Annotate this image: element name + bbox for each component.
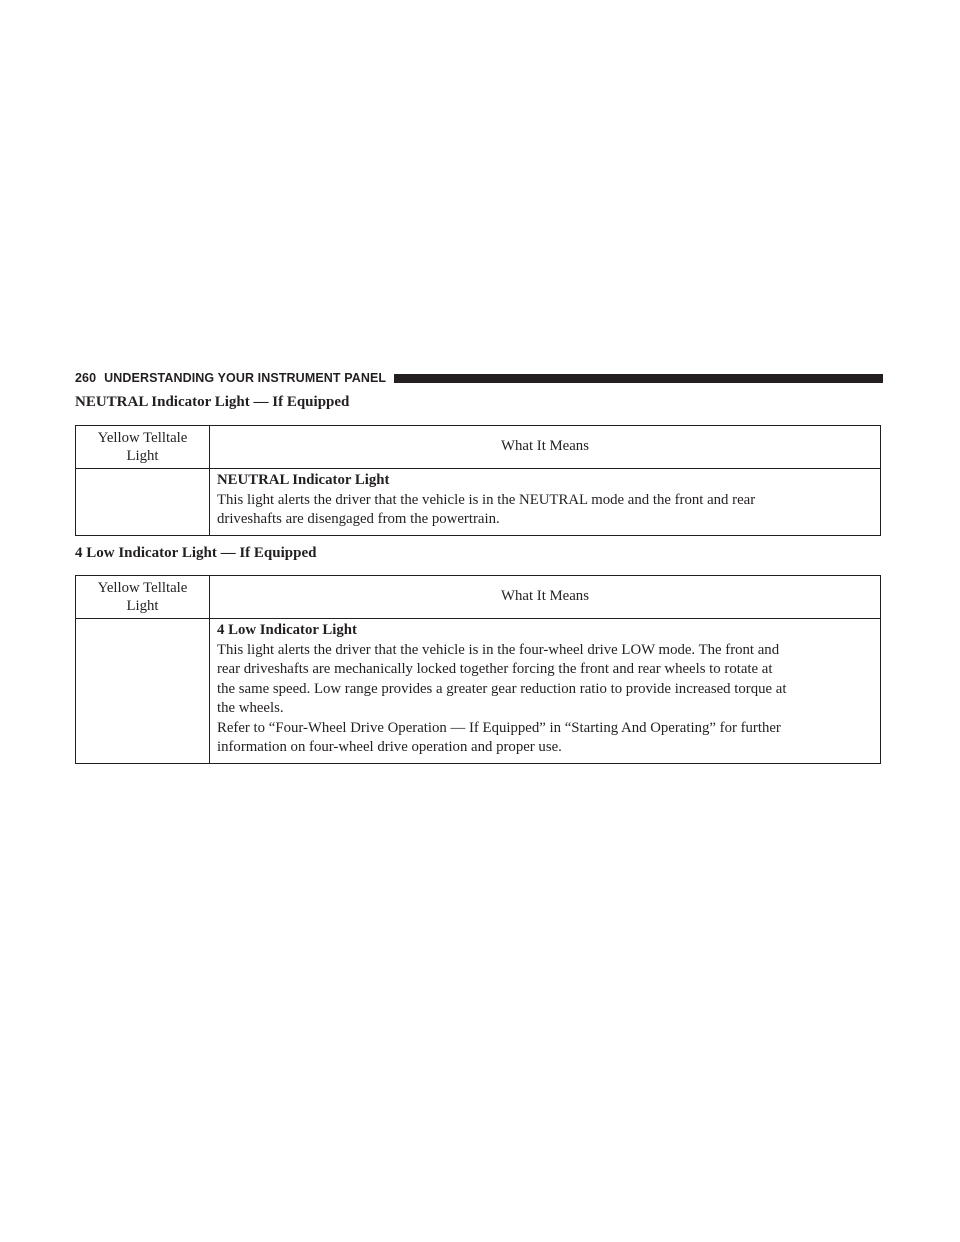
section-heading: UNDERSTANDING YOUR INSTRUMENT PANEL: [104, 371, 387, 385]
telltale-icon-cell: [76, 619, 210, 764]
page-header: [75, 370, 883, 386]
four-low-telltale-table: [75, 575, 881, 764]
telltale-header-line: Yellow Telltale: [97, 579, 188, 596]
entry-line: the same speed. Low range provides a greater gear reduction ratio to provide increased torque at: [217, 680, 787, 697]
entry-line: Refer to “Four-Wheel Drive Operation — If Equipped” in “Starting And Operating” for further: [217, 719, 781, 736]
meaning-column-header: What It Means: [210, 426, 881, 469]
entry-title: NEUTRAL Indicator Light: [217, 472, 390, 488]
neutral-section-title: NEUTRAL Indicator Light — If Equipped: [75, 394, 350, 410]
meaning-cell: [210, 469, 881, 536]
entry-line: rear driveshafts are mechanically locked together forcing the front and rear wheels to rotate at: [217, 661, 773, 677]
header-rule: [394, 374, 883, 383]
meaning-cell: [210, 619, 881, 764]
entry-line: the wheels.: [217, 700, 284, 716]
entry-line: driveshafts are disengaged from the powertrain.: [217, 511, 500, 527]
telltale-header-line: Light: [126, 448, 159, 464]
entry-title: 4 Low Indicator Light: [217, 622, 357, 638]
page-number: 260: [75, 371, 97, 385]
table-row: [76, 619, 881, 764]
table-row: [76, 469, 881, 536]
entry-line: This light alerts the driver that the vehicle is in the NEUTRAL mode and the front and rear: [217, 491, 756, 508]
telltale-icon-cell: [76, 469, 210, 536]
meaning-column-header: What It Means: [210, 576, 881, 619]
entry-line: information on four-wheel drive operation and proper use.: [217, 739, 562, 755]
telltale-column-header: [76, 576, 210, 619]
table-header-row: [76, 426, 881, 469]
entry-line: This light alerts the driver that the vehicle is in the four-wheel drive LOW mode. The front and: [217, 641, 780, 658]
neutral-telltale-table: [75, 425, 881, 536]
four-low-section-title: 4 Low Indicator Light — If Equipped: [75, 545, 317, 561]
table-header-row: [76, 576, 881, 619]
telltale-column-header: [76, 426, 210, 469]
telltale-header-line: Yellow Telltale: [97, 429, 188, 446]
telltale-header-line: Light: [126, 598, 159, 614]
